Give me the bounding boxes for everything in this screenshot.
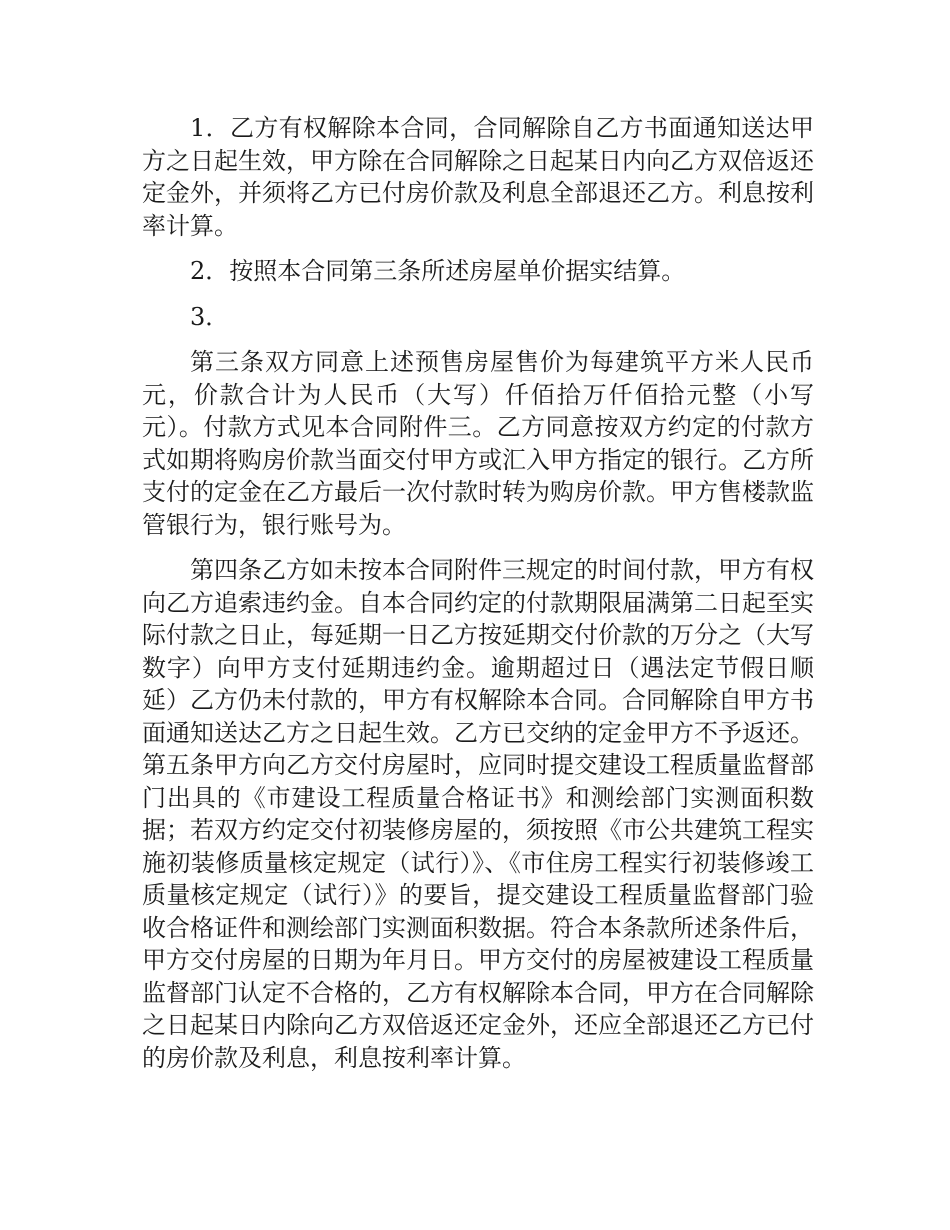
paragraph-article-4-5: 第四条乙方如未按本合同附件三规定的时间付款，甲方有权向乙方追索违约金。自本合同约定的付款期限届满第二日起至实际付款之日止，每延期一日乙方按延期交付价款的万分之（大写数字）向甲方支付延期违约金。逾期超过日（遇法定节假日顺延）乙方仍未付款的，甲方有权解除本合同。合同解除自甲方书面通知送达乙方之日起生效。乙方已交纳的定金甲方不予返还。第五条甲方向乙方交付房屋时，应同时提交建设工程质量监督部门出具的《市建设工程质量合格证书》和测绘部门实测面积数据；若双方约定交付初装修房屋的，须按照《市公共建筑工程实施初装修质量核定规定（试行）》、《市住房工程实行初装修竣工质量核定规定（试行）》的要旨，提交建设工程质量监督部门验收合格证件和测绘部门实测面积数据。符合本条款所述条件后，甲方交付房屋的日期为年月日。甲方交付的房屋被建设工程质量监督部门认定不合格的，乙方有权解除本合同，甲方在合同解除之日起某日内除向乙方双倍返还定金外，还应全部退还乙方已付的房价款及利息，利息按利率计算。 [142,556,814,1072]
paragraph-clause-3: 3． [190,302,230,331]
document-body [142,112,814,1087]
paragraph-clause-2: 2．按照本合同第三条所述房屋单价据实结算。 [190,257,686,285]
paragraph-article-3: 第三条双方同意上述预售房屋售价为每建筑平方米人民币元，价款合计为人民币（大写）仟佰拾万仟佰拾元整（小写元）。付款方式见本合同附件三。乙方同意按双方约定的付款方式如期将购房价款当面交付甲方或汇入甲方指定的银行。乙方所支付的定金在乙方最后一次付款时转为购房价款。甲方售楼款监管银行为，银行账号为。 [142,348,814,539]
paragraph-clause-1: 1．乙方有权解除本合同，合同解除自乙方书面通知送达甲方之日起生效，甲方除在合同解除之日起某日内向乙方双倍返还定金外，并须将乙方已付房价款及利息全部退还乙方。利息按利率计算。 [142,114,814,240]
